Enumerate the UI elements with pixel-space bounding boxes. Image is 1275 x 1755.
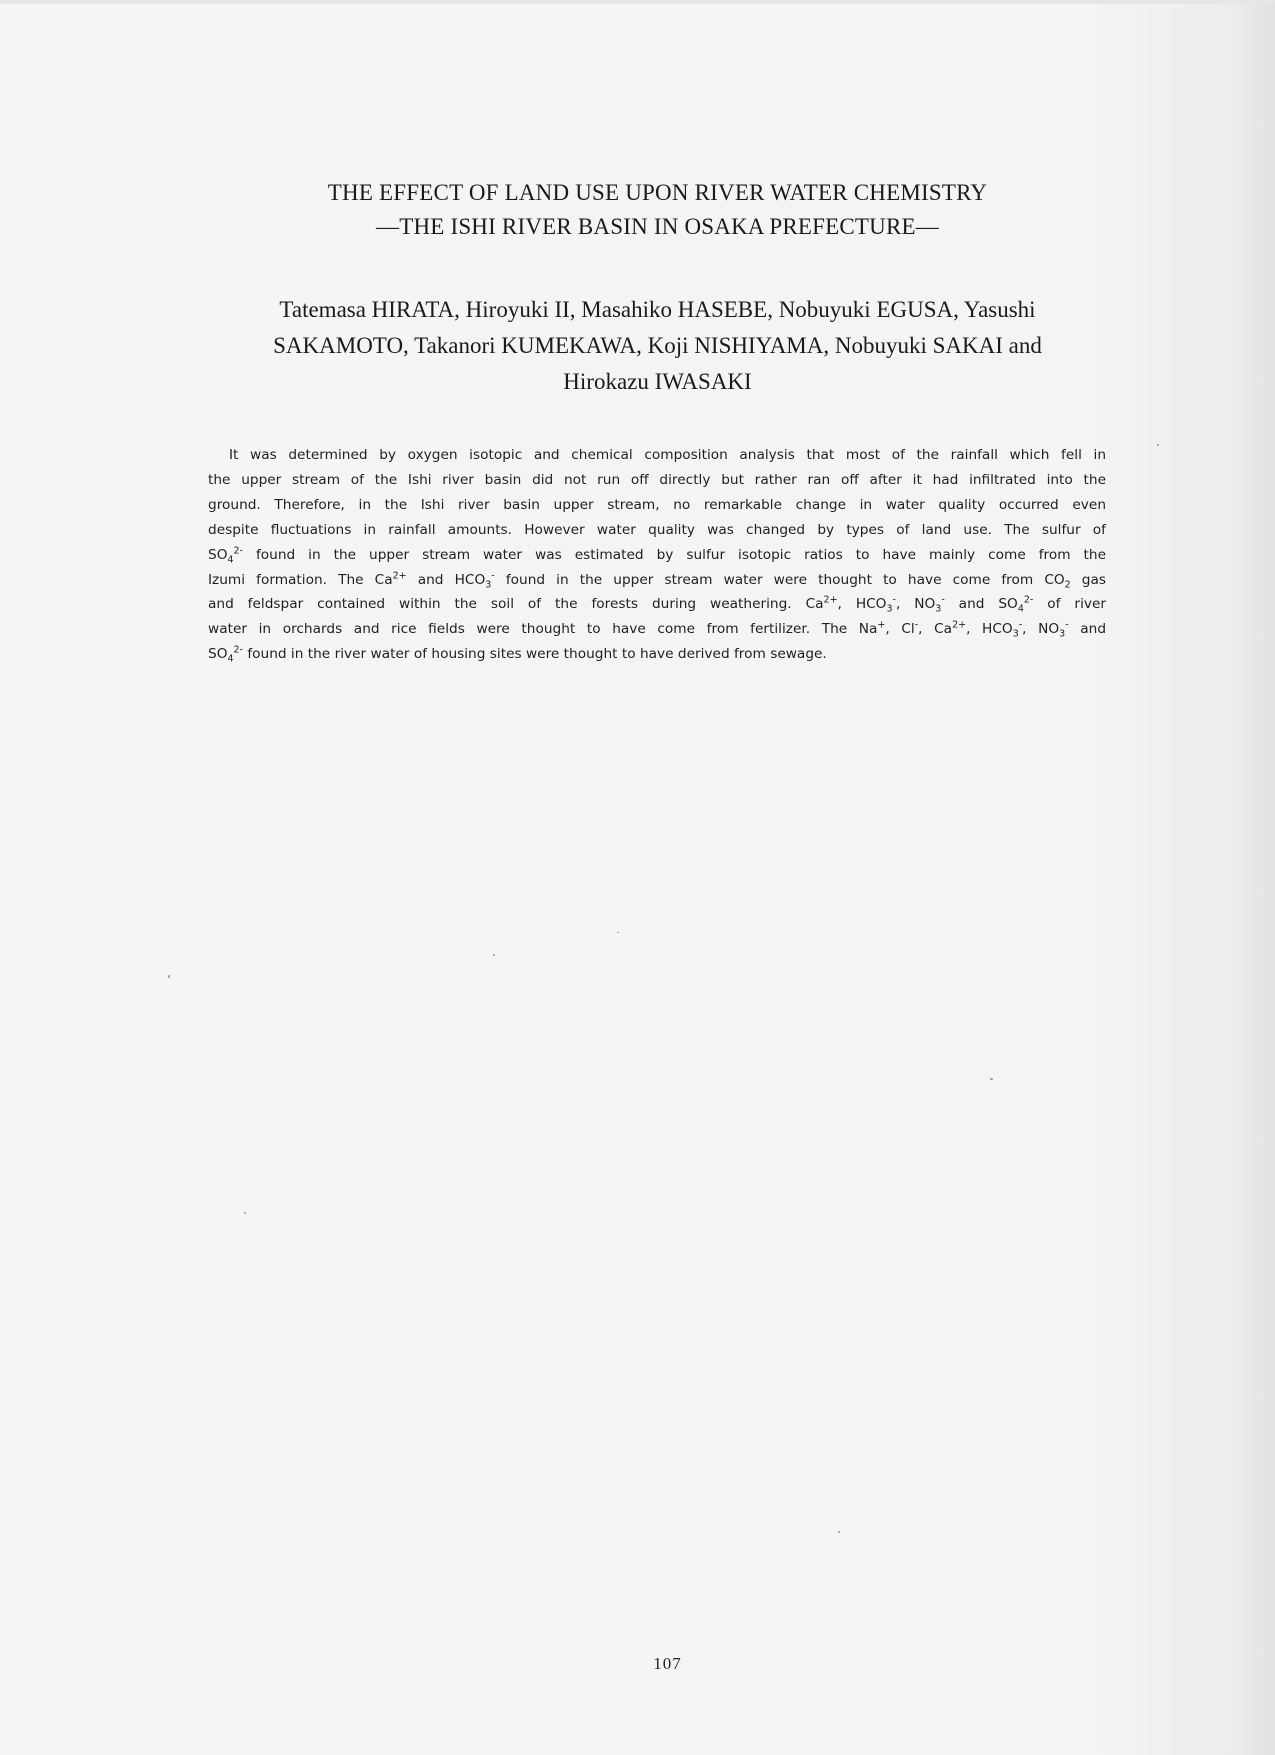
title-line-1: THE EFFECT OF LAND USE UPON RIVER WATER CHEMISTRY bbox=[327, 180, 988, 205]
abstract-line-3: ground. Therefore, in the Ishi river basin upper stream, no remarkable change in water quality occurred even bbox=[208, 496, 1106, 513]
abstract-line-4: despite fluctuations in rainfall amounts. However water quality was changed by types of land use. The sulfur of bbox=[208, 521, 1106, 538]
scan-speck bbox=[493, 954, 495, 956]
scan-speck bbox=[617, 932, 619, 933]
scan-speck bbox=[1157, 444, 1159, 446]
abstract-line-2: the upper stream of the Ishi river basin did not run off directly but rather ran off after it had infiltrated into the bbox=[208, 471, 1106, 488]
page-top-edge bbox=[0, 0, 1275, 4]
scan-speck bbox=[244, 1212, 246, 1214]
paper-title bbox=[0, 176, 1275, 244]
authors-line-3: Hirokazu IWASAKI bbox=[563, 369, 752, 394]
abstract-line-1: It was determined by oxygen isotopic and chemical composition analysis that most of the rainfall which fell in bbox=[229, 447, 1106, 463]
page-number: 107 bbox=[653, 1654, 682, 1673]
scan-speck bbox=[838, 1531, 840, 1533]
abstract-line-7: and feldspar contained within the soil of the forests during weathering. $Ca^{2+}$, $HCO_3^-$, $NO_3^-$ and $SO_4^{2-}$ of river bbox=[208, 594, 1107, 616]
title-line-2: —THE ISHI RIVER BASIN IN OSAKA PREFECTURE— bbox=[376, 214, 939, 239]
abstract-line-9: $SO_4^{2-}$ found in the river water of housing sites were thought to have derived from sewage. bbox=[208, 644, 827, 665]
abstract bbox=[208, 443, 1106, 667]
authors-line-1: Tatemasa HIRATA, Hiroyuki II, Masahiko HASEBE, Nobuyuki EGUSA, Yasushi bbox=[279, 297, 1036, 322]
abstract-line-6: Izumi formation. The $Ca^{2+}$ and $HCO_3^-$ found in the upper stream water were thought to have come from $CO_2$ gas bbox=[208, 569, 1107, 591]
authors-line-2: SAKAMOTO, Takanori KUMEKAWA, Koji NISHIYAMA, Nobuyuki SAKAI and bbox=[273, 333, 1042, 358]
author-list bbox=[190, 292, 1125, 400]
scan-speck bbox=[168, 975, 170, 978]
abstract-line-8: water in orchards and rice fields were thought to have come from fertilizer. The Na+, Cl-, $Ca^{2+}$, $HCO_3^-$, $NO_3^-$ and bbox=[208, 619, 1107, 641]
abstract-line-5: $SO_4^{2-}$ found in the upper stream water was estimated by sulfur isotopic ratios to have mainly come from the bbox=[208, 545, 1106, 566]
scan-speck bbox=[990, 1078, 993, 1080]
